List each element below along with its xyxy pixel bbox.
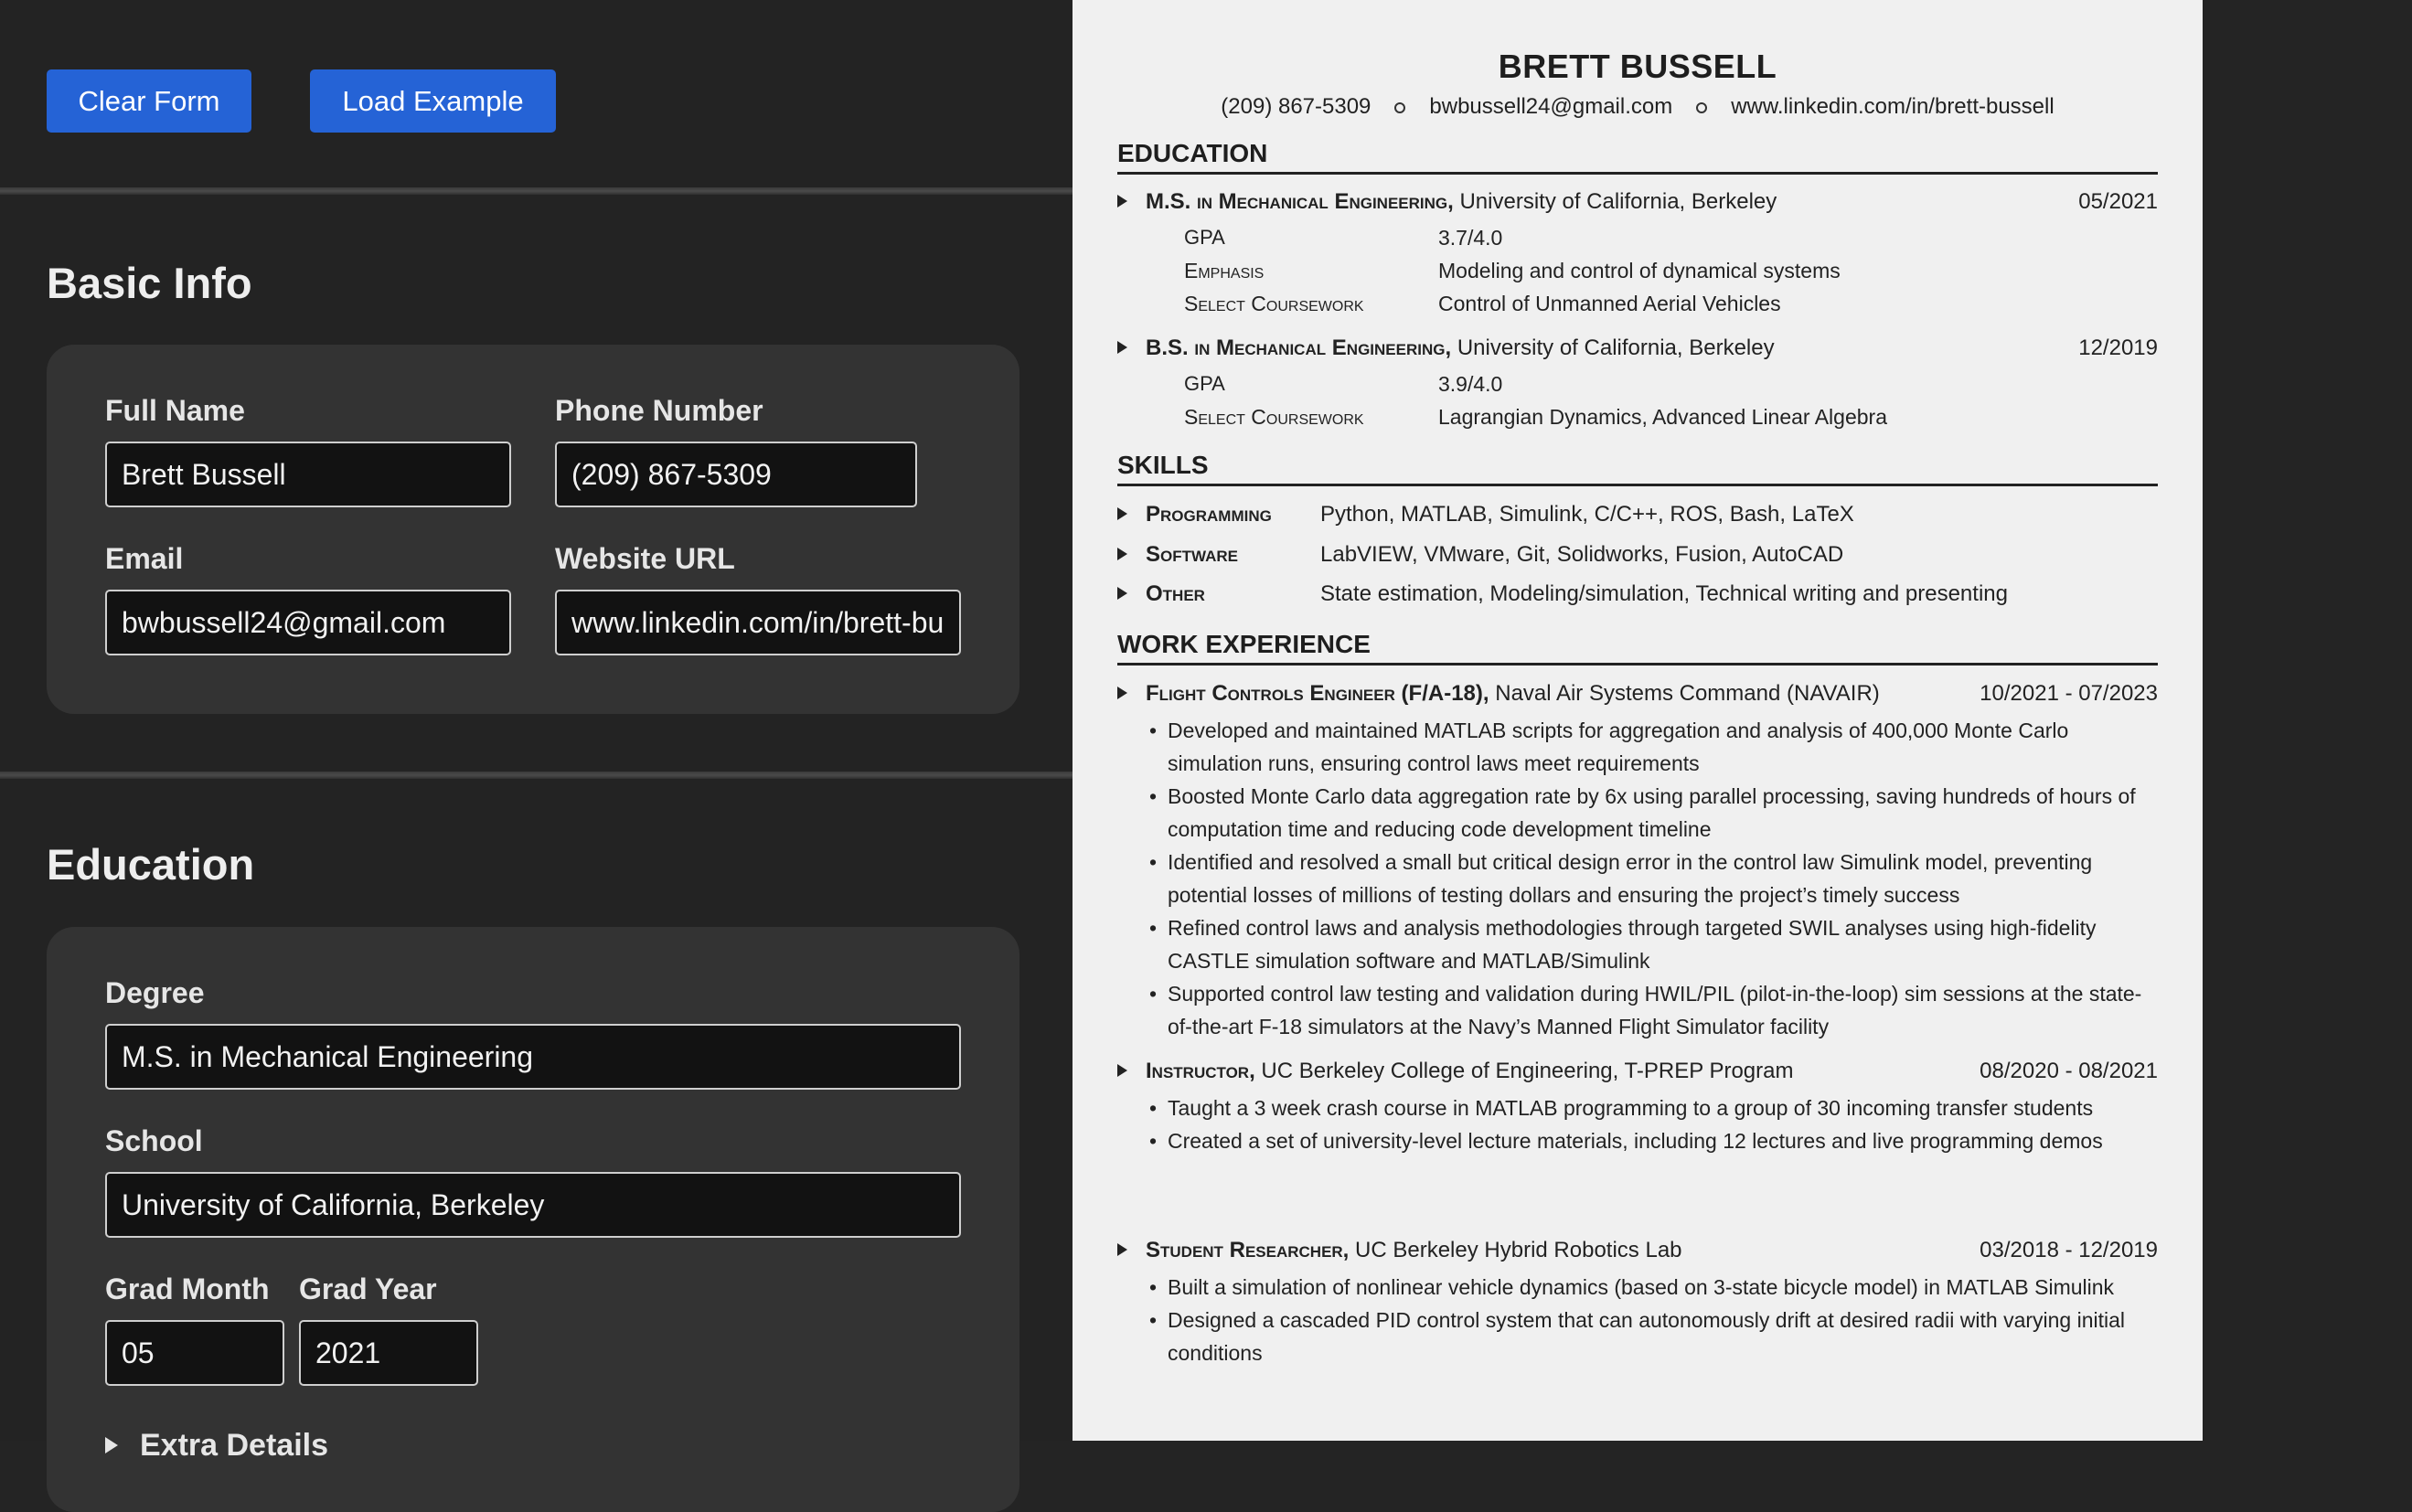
resume-job-date: 03/2018 - 12/2019 xyxy=(1980,1238,2158,1262)
resume-skill-value: LabVIEW, VMware, Git, Solidworks, Fusion, AutoCAD xyxy=(1320,542,1844,567)
clear-form-button[interactable]: Clear Form xyxy=(47,69,251,133)
resume-detail-label: GPA xyxy=(1184,372,1225,395)
resume-job-date: 08/2020 - 08/2021 xyxy=(1980,1059,2158,1083)
resume-work-entry xyxy=(1117,681,2158,708)
full-name-input[interactable] xyxy=(105,442,511,507)
resume-job-title: Student Researcher, xyxy=(1146,1238,1350,1262)
resume-detail-value: Control of Unmanned Aerial Vehicles xyxy=(1438,292,1781,315)
list-item: • Refined control laws and analysis methodologies through targeted SWIL analyses using high-fidelity CASTLE simulation software and MATLAB/Simulink xyxy=(1168,911,2155,977)
triangle-bullet-icon xyxy=(1117,341,1127,354)
resume-detail-label: Select Coursework xyxy=(1184,405,1364,429)
resume-degree: M.S. in Mechanical Engineering, xyxy=(1146,189,1454,214)
phone-label: Phone Number xyxy=(555,394,763,427)
editor-pane xyxy=(0,0,1073,1463)
resume-skill-label: Other xyxy=(1146,581,1205,606)
resume-job-org: UC Berkeley College of Engineering, T-PREP Program xyxy=(1261,1059,1794,1083)
resume-phone: (209) 867-5309 xyxy=(1221,94,1371,119)
extra-details-label: Extra Details xyxy=(140,1428,328,1463)
resume-detail-label: Emphasis xyxy=(1184,259,1265,282)
school-label: School xyxy=(105,1124,203,1157)
resume-detail-value: Modeling and control of dynamical systems xyxy=(1438,259,1841,282)
resume-skills-heading: SKILLS xyxy=(1117,451,2158,486)
toolbar xyxy=(0,0,1073,190)
resume-school: University of California, Berkeley xyxy=(1459,189,1777,214)
resume-detail-value: Lagrangian Dynamics, Advanced Linear Algebra xyxy=(1438,405,1887,429)
triangle-bullet-icon xyxy=(1117,687,1127,699)
full-name-label: Full Name xyxy=(105,394,245,427)
resume-education-entry xyxy=(1117,189,2158,217)
resume-degree: B.S. in Mechanical Engineering, xyxy=(1146,335,1452,360)
triangle-bullet-icon xyxy=(1117,1243,1127,1256)
degree-label: Degree xyxy=(105,976,205,1009)
resume-website: www.linkedin.com/in/brett-bussell xyxy=(1731,94,2054,119)
list-item: • Developed and maintained MATLAB scripts for aggregation and analysis of 400,000 Monte Carlo simulation runs, ensuring control laws meet requirements xyxy=(1168,714,2155,780)
list-item: • Taught a 3 week crash course in MATLAB programming to a group of 30 incoming transfer students xyxy=(1168,1091,2155,1124)
email-input[interactable] xyxy=(105,590,511,655)
website-input[interactable] xyxy=(555,590,961,655)
education-card xyxy=(47,927,1019,1512)
resume-job-org: Naval Air Systems Command (NAVAIR) xyxy=(1495,681,1880,706)
load-example-button[interactable]: Load Example xyxy=(310,69,556,133)
right-gutter xyxy=(2203,0,2412,1441)
resume-skill-row xyxy=(1117,502,2158,529)
list-item: • Designed a cascaded PID control system that can autonomously drift at desired radii with varying initial conditions xyxy=(1168,1304,2155,1369)
resume-job-bullets xyxy=(1168,1271,2155,1369)
basic-info-card xyxy=(47,345,1019,714)
triangle-bullet-icon xyxy=(1117,195,1127,208)
resume-job-date: 10/2021 - 07/2023 xyxy=(1980,681,2158,706)
chevron-right-icon xyxy=(105,1437,118,1453)
grad-year-input[interactable] xyxy=(299,1320,478,1386)
resume-email: bwbussell24@gmail.com xyxy=(1429,94,1673,119)
circle-separator-icon xyxy=(1696,102,1707,113)
resume-edu-date: 12/2019 xyxy=(2078,335,2158,360)
list-item: • Built a simulation of nonlinear vehicle dynamics (based on 3-state bicycle model) in MATLAB Simulink xyxy=(1168,1271,2155,1304)
resume-work-entry xyxy=(1117,1238,2158,1265)
extra-details-toggle[interactable] xyxy=(105,1428,328,1464)
resume-skill-row xyxy=(1117,581,2158,609)
resume-detail-value: 3.7/4.0 xyxy=(1438,226,1503,250)
resume-skill-value: State estimation, Modeling/simulation, Technical writing and presenting xyxy=(1320,581,2008,606)
resume-job-bullets xyxy=(1168,1091,2155,1157)
resume-detail-label: GPA xyxy=(1184,226,1225,249)
resume-education-heading: EDUCATION xyxy=(1117,139,2158,175)
degree-input[interactable] xyxy=(105,1024,961,1090)
school-input[interactable] xyxy=(105,1172,961,1238)
resume-contact xyxy=(1073,94,2203,120)
email-label: Email xyxy=(105,542,184,575)
education-title: Education xyxy=(47,840,255,889)
resume-name: BRETT BUSSELL xyxy=(1498,48,1777,85)
triangle-bullet-icon xyxy=(1117,587,1127,600)
triangle-bullet-icon xyxy=(1117,548,1127,560)
section-divider xyxy=(0,772,1073,779)
resume-edu-date: 05/2021 xyxy=(2078,189,2158,214)
phone-input[interactable] xyxy=(555,442,917,507)
resume-job-title: Instructor, xyxy=(1146,1059,1255,1083)
grad-month-label: Grad Month xyxy=(105,1272,270,1305)
website-label: Website URL xyxy=(555,542,735,575)
circle-separator-icon xyxy=(1394,102,1405,113)
resume-detail-value: 3.9/4.0 xyxy=(1438,372,1503,396)
resume-skill-value: Python, MATLAB, Simulink, C/C++, ROS, Bash, LaTeX xyxy=(1320,502,1854,527)
section-divider xyxy=(0,187,1073,195)
list-item: • Supported control law testing and validation during HWIL/PIL (pilot-in-the-loop) sim sessions at the state-of-the-art F-18 simulators at the Navy’s Manned Flight Simulator facility xyxy=(1168,977,2155,1043)
resume-job-title: Flight Controls Engineer (F/A-18), xyxy=(1146,681,1489,706)
resume-skill-row xyxy=(1117,542,2158,570)
resume-school: University of California, Berkeley xyxy=(1457,335,1775,360)
resume-detail-label: Select Coursework xyxy=(1184,292,1364,315)
list-item: • Identified and resolved a small but critical design error in the control law Simulink model, preventing potential losses of millions of testing dollars and ensuring the project’s timely success xyxy=(1168,846,2155,911)
resume-education-entry xyxy=(1117,335,2158,363)
resume-work-heading: WORK EXPERIENCE xyxy=(1117,630,2158,665)
resume-skill-label: Programming xyxy=(1146,502,1272,527)
resume-preview xyxy=(1073,0,2203,1441)
resume-skill-label: Software xyxy=(1146,542,1238,567)
list-item: • Created a set of university-level lecture materials, including 12 lectures and live programming demos xyxy=(1168,1124,2155,1157)
list-item: • Boosted Monte Carlo data aggregation rate by 6x using parallel processing, saving hundreds of hours of computation time and reducing code development timeline xyxy=(1168,780,2155,846)
resume-job-bullets xyxy=(1168,714,2155,1043)
triangle-bullet-icon xyxy=(1117,507,1127,520)
grad-year-label: Grad Year xyxy=(299,1272,437,1305)
triangle-bullet-icon xyxy=(1117,1064,1127,1077)
resume-job-org: UC Berkeley Hybrid Robotics Lab xyxy=(1355,1238,1682,1262)
resume-work-entry xyxy=(1117,1059,2158,1086)
basic-info-title: Basic Info xyxy=(47,259,252,307)
grad-month-input[interactable] xyxy=(105,1320,284,1386)
